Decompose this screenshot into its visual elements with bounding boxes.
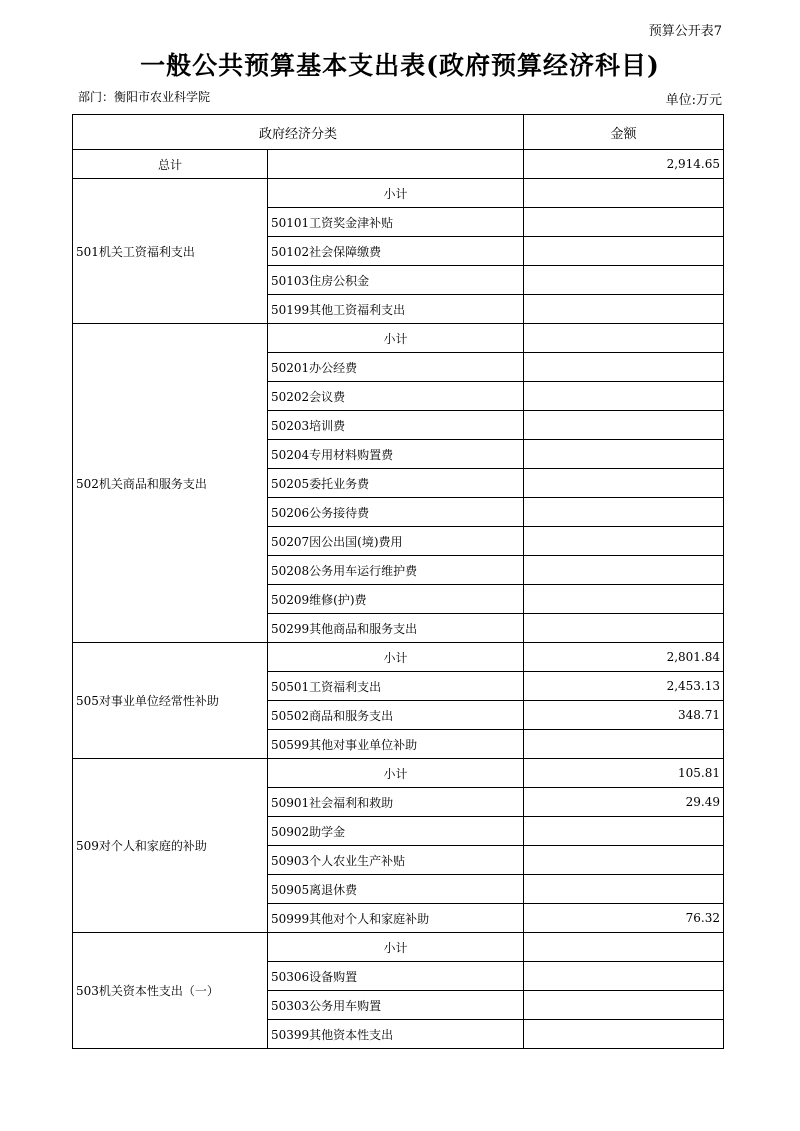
item-label: 50303公务用车购置 [268,991,524,1020]
total-amount: 2,914.65 [524,150,724,179]
header-amount: 金额 [524,115,724,150]
amount-cell [524,266,724,295]
amount-cell [524,469,724,498]
amount-cell: 29.49 [524,788,724,817]
item-label: 50204专用材料购置费 [268,440,524,469]
category-cell: 505对事业单位经常性补助 [73,643,268,759]
subtotal-row [73,179,724,208]
budget-table-body [73,115,724,1049]
category-cell: 501机关工资福利支出 [73,179,268,324]
amount-cell [524,875,724,904]
amount-cell: 76.32 [524,904,724,933]
subtotal-label: 小计 [268,324,524,353]
item-label: 50201办公经费 [268,353,524,382]
subtotal-label: 小计 [268,759,524,788]
amount-cell [524,817,724,846]
amount-cell [524,730,724,759]
subtotal-row [73,759,724,788]
header-classification: 政府经济分类 [73,115,524,150]
item-label: 50102社会保障缴费 [268,237,524,266]
table-number: 预算公开表7 [648,24,722,39]
item-label: 50202会议费 [268,382,524,411]
amount-cell [524,208,724,237]
amount-cell [524,1020,724,1049]
amount-cell [524,179,724,208]
amount-cell [524,991,724,1020]
amount-cell: 348.71 [524,701,724,730]
amount-cell [524,556,724,585]
amount-cell [524,962,724,991]
category-cell: 503机关资本性支出（一） [73,933,268,1049]
total-empty-cell [268,150,524,179]
item-label: 50502商品和服务支出 [268,701,524,730]
amount-cell: 2,801.84 [524,643,724,672]
item-label: 50203培训费 [268,411,524,440]
item-label: 50399其他资本性支出 [268,1020,524,1049]
item-label: 50199其他工资福利支出 [268,295,524,324]
item-label: 50999其他对个人和家庭补助 [268,904,524,933]
subtotal-label: 小计 [268,643,524,672]
subtotal-row [73,933,724,962]
subtotal-row [73,643,724,672]
item-label: 50599其他对事业单位补助 [268,730,524,759]
amount-cell [524,585,724,614]
item-label: 50103住房公积金 [268,266,524,295]
amount-cell [524,846,724,875]
page-title: 一般公共预算基本支出表(政府预算经济科目) [140,51,660,80]
amount-cell [524,295,724,324]
amount-cell [524,324,724,353]
budget-table [72,114,724,1049]
amount-cell [524,498,724,527]
amount-cell: 2,453.13 [524,672,724,701]
item-label: 50901社会福利和救助 [268,788,524,817]
amount-cell [524,353,724,382]
subtotal-label: 小计 [268,933,524,962]
department-label: 部门：衡阳市农业科学院 [78,90,211,104]
header-row [73,115,724,150]
category-cell: 509对个人和家庭的补助 [73,759,268,933]
item-label: 50207因公出国(境)费用 [268,527,524,556]
total-row [73,150,724,179]
subtotal-label: 小计 [268,179,524,208]
item-label: 50299其他商品和服务支出 [268,614,524,643]
amount-cell [524,933,724,962]
amount-cell [524,382,724,411]
item-label: 50206公务接待费 [268,498,524,527]
item-label: 50306设备购置 [268,962,524,991]
category-cell: 502机关商品和服务支出 [73,324,268,643]
item-label: 50902助学金 [268,817,524,846]
amount-cell [524,527,724,556]
amount-cell [524,237,724,266]
item-label: 50208公务用车运行维护费 [268,556,524,585]
item-label: 50903个人农业生产补贴 [268,846,524,875]
subtotal-row [73,324,724,353]
amount-cell [524,411,724,440]
amount-cell: 105.81 [524,759,724,788]
item-label: 50905离退休费 [268,875,524,904]
amount-cell [524,614,724,643]
item-label: 50501工资福利支出 [268,672,524,701]
amount-cell [524,440,724,469]
item-label: 50101工资奖金津补贴 [268,208,524,237]
unit-label: 单位:万元 [665,93,722,108]
total-label: 总计 [73,150,268,179]
item-label: 50209维修(护)费 [268,585,524,614]
item-label: 50205委托业务费 [268,469,524,498]
